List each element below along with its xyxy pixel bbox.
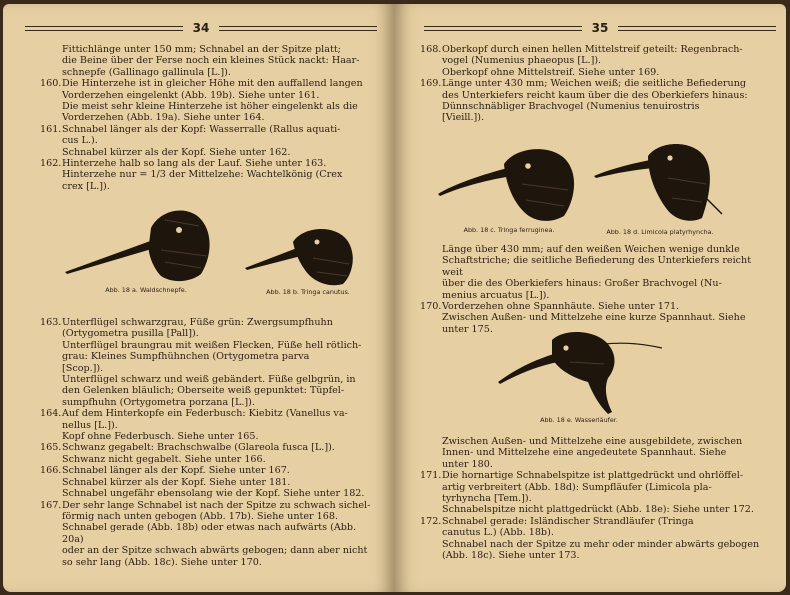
key-entry-171 [420,470,766,516]
text-line: Schnabel kürzer als der Kopf. Siehe unter 181. [62,476,291,488]
text-line: tyrhyncha [Tem.]). [442,493,532,505]
left-text-bottom [40,317,380,568]
text-line: Schwanz gegabelt: Brachschwalbe (Glareola fusca [L.]). [62,442,335,454]
key-entry-161 [40,124,380,158]
key-entry-164 [40,408,380,442]
text-line: Länge unter 430 mm; Weichen weiß; die seitliche Befiederung [442,78,747,90]
text-line: Die Hinterzehe ist in gleicher Höhe mit den auffallend langen [62,78,363,90]
entry-number: 166. [40,465,62,477]
figure-caption: Abb. 18 c. Tringa ferruginea. [463,226,555,234]
text-line: Hinterzehe halb so lang als der Lauf. Siehe unter 163. [62,158,327,170]
entry-number: 160. [40,78,62,90]
right-page-header [424,18,776,38]
text-line: [Scop.]). [62,362,104,374]
text-line: Schwanz nicht gegabelt. Siehe unter 166. [62,453,266,465]
text-line: crex [L.]). [62,180,110,192]
text-line: förmig nach unten gebogen (Abb. 17b). Siehe unter 168. [62,510,339,522]
text-line: (Abb. 18c). Siehe unter 173. [442,550,580,562]
entry-number: 172. [420,515,442,527]
entry-number: 165. [40,442,62,454]
key-entry-166 [40,465,380,499]
text-line: Schnabel gerade: Isländischer Strandläufer (Tringa [442,515,694,527]
header-rule [618,26,776,31]
key-entry-167 [40,500,380,568]
text-line: Vorderzehen (Abb. 19a). Siehe unter 164. [62,112,265,124]
text-line: die Beine über der Ferse noch ein kleines Stück nackt: Haar- [62,55,360,67]
entry-number: 170. [420,301,442,313]
text-line: menius arcuatus [L.]). [442,289,550,301]
text-line: Oberkopf durch einen hellen Mittelstreif geteilt: Regenbrach- [442,44,743,55]
sandpiper-head-illustration [494,324,664,416]
text-line: Schnabel länger als der Kopf: Wasserralle (Rallus aquati- [62,123,341,135]
figure-18a [61,200,231,294]
entry-number: 168. [420,44,442,55]
text-line: canutus L.) (Abb. 18b). [442,527,554,539]
knot-head-illustration [243,218,373,288]
key-entry-168 [420,44,766,78]
entry-number: 171. [420,470,442,482]
key-entry-160 [40,78,380,124]
key-entry-172 [420,516,766,562]
text-line: vogel (Numenius phaeopus [L.]). [442,55,602,67]
key-entry-165 [40,442,380,465]
text-line: Der sehr lange Schnabel ist nach der Spitze zu schwach sichel- [62,499,371,511]
text-line: Vorderzehen ohne Spannhäute. Siehe unter 171. [442,301,680,313]
text-line: unter 175. [442,323,493,335]
text-line: Dünnschnäbliger Brachvogel (Numenius tenuirostris [442,101,700,113]
header-rule [424,26,582,31]
header-rule [25,26,183,31]
text-line: Länge über 430 mm; auf den weißen Weichen wenige dunkle [442,244,740,255]
text-line: Schnabel nach der Spitze zu mehr oder minder abwärts gebogen [442,538,760,550]
text-line: (Ortygometra pusilla [Pall]). [62,328,199,340]
text-line: schnepfe (Gallinago gallinula [L.]). [62,66,231,78]
figure-caption: Abb. 18 b. Tringa canutus. [266,288,350,296]
key-entry-163 [40,317,380,408]
text-line: Auf dem Hinterkopfe ein Federbusch: Kiebitz (Vanellus va- [62,408,348,420]
snipe-head-illustration [61,200,231,286]
text-line: Fittichlänge unter 150 mm; Schnabel an der Spitze platt; [62,44,341,55]
page-number: 35 [591,21,609,35]
text-line: unter 180. [442,458,493,470]
text-line: Innen- und Mittelzehe eine angedeutete Spannhaut. Siehe [442,447,727,459]
text-line: artig verbreitert (Abb. 18d): Sumpfläufer (Limicola pla- [442,481,712,493]
text-line: den Gelenken bläulich; Oberseite weiß gepunktet: Tüpfel- [62,385,345,397]
text-line: nellus [L.]). [62,419,118,431]
text-line: über die des Oberkiefers hinaus: Großer Brachvogel (Nu- [442,278,722,290]
ferruginea-head-illustration [434,144,584,226]
text-line: grau: Kleines Sumpfhühnchen (Ortygometra parva [62,351,310,363]
entry-number: 164. [40,408,62,420]
text-line: so sehr lang (Abb. 18c). Siehe unter 170. [62,556,262,568]
text-line: Zwischen Außen- und Mittelzehe eine kurze Spannhaut. Siehe [442,312,746,324]
text-line: Schnabelspitze nicht plattgedrückt (Abb. 18e): Siehe unter 172. [442,504,754,516]
text-line: Oberkopf ohne Mittelstreif. Siehe unter 169. [442,66,660,78]
text-line: Vorderzehen eingelenkt (Abb. 19b). Siehe unter 161. [62,89,320,101]
entry-number: 162. [40,158,62,170]
figure-18c [434,144,584,234]
text-line: Unterflügel schwarzgrau, Füße grün: Zwergsumpfhuhn [62,317,333,328]
text-line: Hinterzehe nur = 1/3 der Mittelzehe: Wachtelkönig (Crex [62,169,343,181]
entry-number: 169. [420,78,442,90]
entry-number: 161. [40,123,62,135]
right-text-bottom [420,436,766,561]
page-number: 34 [192,21,210,35]
figure-caption: Abb. 18 e. Wasserläufer. [540,416,618,424]
text-line: Schnabel ungefähr ebensolang wie der Kopf. Siehe unter 182. [62,488,365,500]
text-line: cus L.). [62,135,98,147]
entry-number: 167. [40,499,62,511]
text-line: Schnabel gerade (Abb. 18b) oder etwas nach aufwärts (Abb. 20a) [62,522,357,545]
text-line: Kopf ohne Federbusch. Siehe unter 165. [62,431,259,443]
text-line: Zwischen Außen- und Mittelzehe eine ausgebildete, zwischen [442,436,743,447]
text-line: des Unterkiefers reicht kaum über die des Oberkiefers hinaus: [442,89,748,101]
left-page [3,4,394,592]
header-rule [219,26,377,31]
right-text-top [420,44,766,124]
figure-caption: Abb. 18 a. Waldschnepfe. [105,286,187,294]
limicola-head-illustration [590,136,730,228]
text-line: [Vieill.]). [442,112,485,124]
text-line: Schnabel kürzer als der Kopf. Siehe unter 162. [62,146,291,158]
entry-number: 163. [40,317,62,328]
figure-18b [243,218,373,296]
key-entry-169 [420,78,766,124]
text-line: Unterflügel braungrau mit weißen Flecken, Füße hell rötlich- [62,339,362,351]
text-line: oder an der Spitze schwach abwärts gebogen; dann aber nicht [62,545,368,557]
text-line: Die meist sehr kleine Hinterzehe ist höher eingelenkt als die [62,101,358,113]
text-line: Die hornartige Schnabelspitze ist plattgedrückt und ohrlöffel- [442,470,744,482]
text-line: sumpfhuhn (Ortygometra porzana [L.]). [62,396,255,408]
text-line: Schnabel länger als der Kopf. Siehe unter 167. [62,465,290,477]
figure-18d [590,136,730,236]
right-text-middle [420,244,766,335]
figure-caption: Abb. 18 d. Limicola platyrhyncha. [606,228,714,236]
text-line: Unterflügel schwarz und weiß gebändert. Füße gelbgrün, in [62,374,356,386]
text-line: Schaftstriche; die seitliche Befiederung des Unterkiefers reicht weit [442,255,752,278]
right-page [394,4,786,592]
key-entry-162 [40,158,380,192]
left-page-header [25,18,377,38]
left-text-top [40,44,380,192]
figure-18e [494,324,664,424]
